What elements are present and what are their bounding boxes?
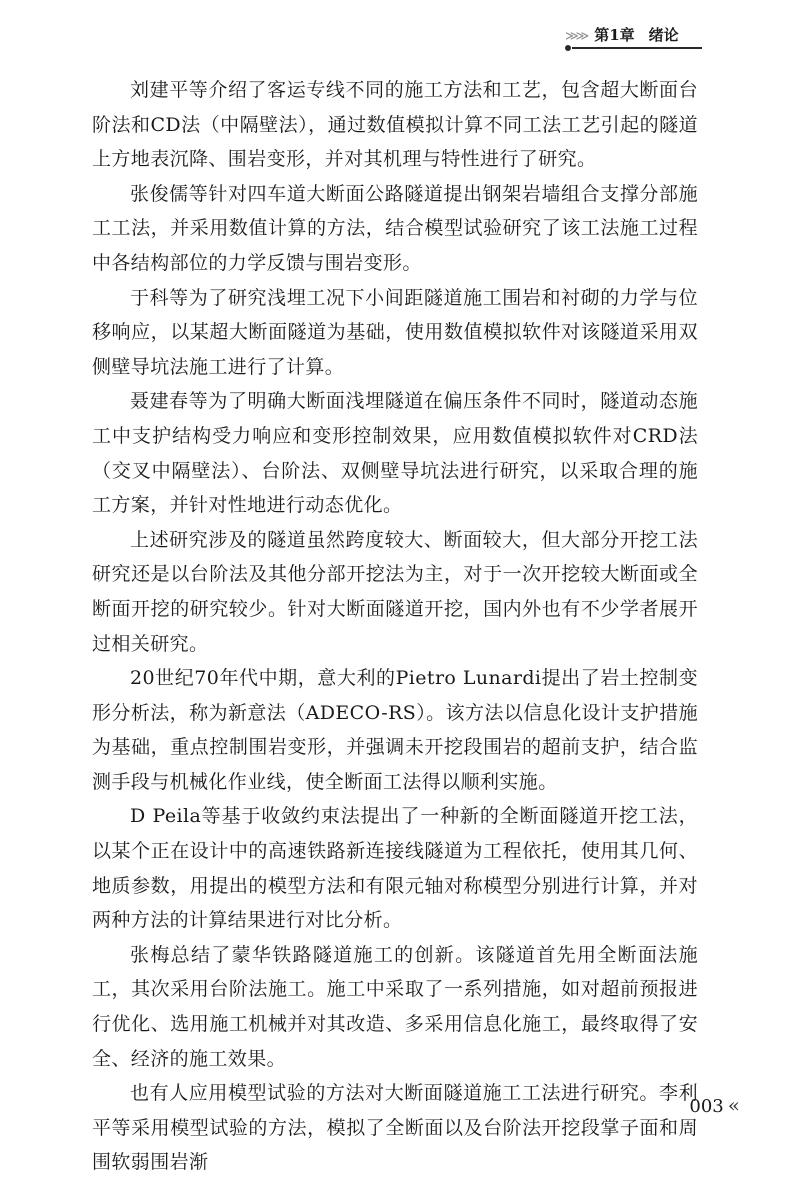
paragraph: 上述研究涉及的隧道虽然跨度较大、断面较大，但大部分开挖工法研究还是以台阶法及其他分部开挖法为主，对于一次开挖较大断面或全断面开挖的研究较少。针对大断面隧道开挖，国内外也有不少学者展开过相关研究。 xyxy=(92,528,698,655)
paragraph: 也有人应用模型试验的方法对大断面隧道施工工法进行研究。李利平等采用模型试验的方法，模拟了全断面以及台阶法开挖段掌子面和周围软弱围岩渐 xyxy=(92,1082,698,1174)
paragraph: 张俊儒等针对四车道大断面公路隧道提出钢架岩墙组合支撑分部施工工法，并采用数值计算的方法，结合模型试验研究了该工法施工过程中各结构部位的力学反馈与围岩变形。 xyxy=(92,182,698,274)
paragraph: 20世纪70年代中期，意大利的Pietro Lunardi提出了岩土控制变形分析法，称为新意法（ADECO-RS）。该方法以信息化设计支护措施为基础，重点控制围岩变形，并强调未开挖段围岩的超前支护，结合监测手段与机械化作业线，使全断面工法得以顺利实施。 xyxy=(92,667,698,793)
body-text xyxy=(92,73,698,1180)
paragraph: 聂建春等为了明确大断面浅埋隧道在偏压条件不同时，隧道动态施工中支护结构受力响应和变形控制效果，应用数值模拟软件对CRD法（交叉中隔壁法）、台阶法、双侧壁导坑法进行研究，以采取合理的施工方案，并针对性地进行动态优化。 xyxy=(92,390,698,517)
header-rule-dot xyxy=(565,45,571,51)
header-rule xyxy=(572,47,702,49)
page-number: 003 xyxy=(689,1096,724,1117)
running-header xyxy=(565,24,705,46)
header-arrows-icon: ≫≫ xyxy=(565,29,587,44)
paragraph: D Peila等基于收敛约束法提出了一种新的全断面隧道开挖工法，以某个正在设计中的高速铁路新连接线隧道为工程依托，使用其几何、地质参数，用提出的模型方法和有限元轴对称模型分别进行计算，并对两种方法的计算结果进行对比分析。 xyxy=(92,805,698,932)
chapter-title: 绪论 xyxy=(648,26,679,44)
paragraph: 于科等为了研究浅埋工况下小间距隧道施工围岩和衬砌的力学与位移响应，以某超大断面隧道为基础，使用数值模拟软件对该隧道采用双侧壁导坑法施工进行了计算。 xyxy=(92,286,698,378)
paragraph: 刘建平等介绍了客运专线不同的施工方法和工艺，包含超大断面台阶法和CD法（中隔壁法），通过数值模拟计算不同工法工艺引起的隧道上方地表沉降、围岩变形，并对其机理与特性进行了研究。 xyxy=(92,79,698,171)
chapter-number: 第1章 xyxy=(594,26,635,44)
footer-arrows-icon: « xyxy=(727,1093,740,1117)
page-footer xyxy=(689,1093,740,1117)
paragraph: 张梅总结了蒙华铁路隧道施工的创新。该隧道首先用全断面法施工，其次采用台阶法施工。施工中采取了一系列措施，如对超前预报进行优化、选用施工机械并对其改造、多采用信息化施工，最终取得了安全、经济的施工效果。 xyxy=(92,943,698,1070)
